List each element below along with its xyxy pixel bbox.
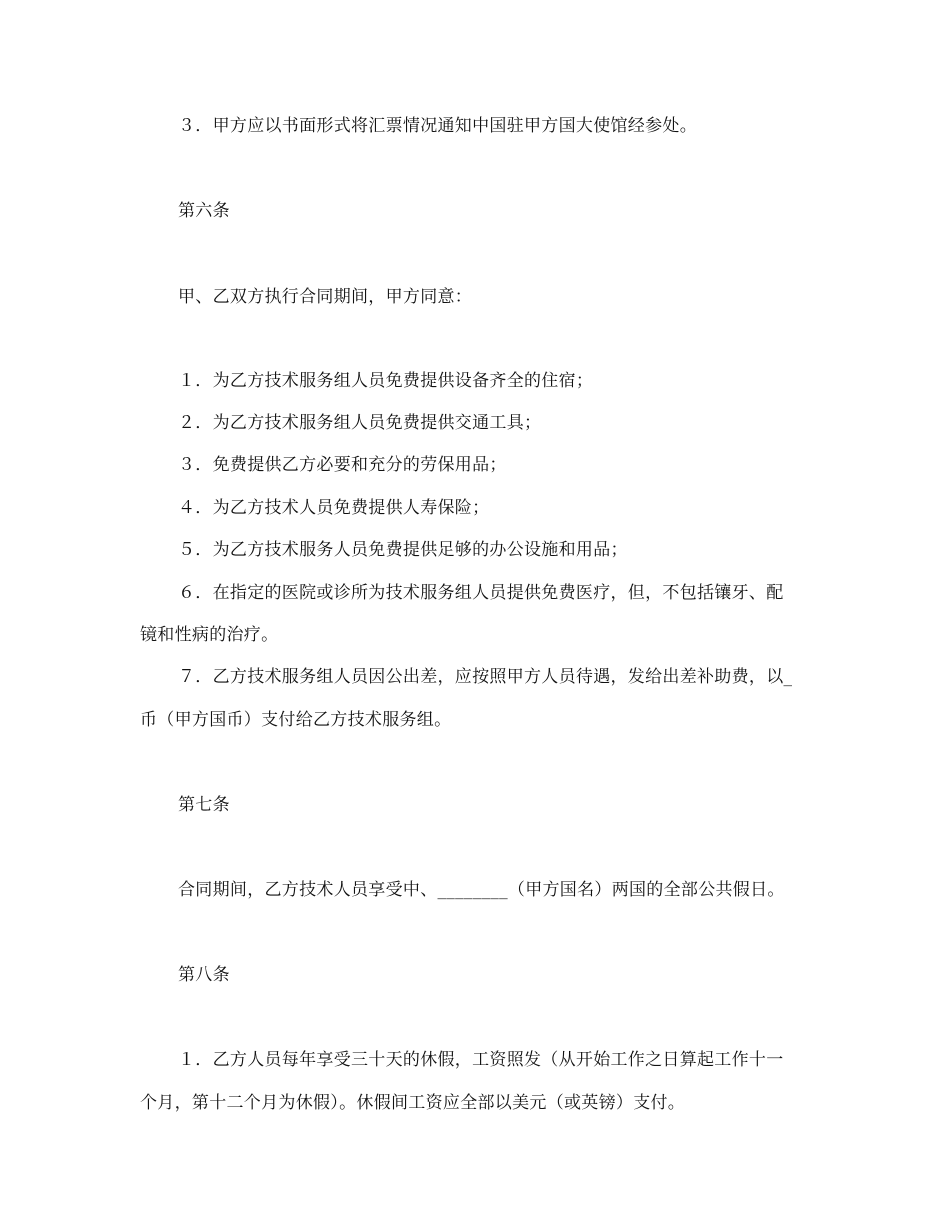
article-6-item-5: ５．为乙方技术服务人员免费提供足够的办公设施和用品；	[178, 540, 628, 560]
article-8-heading: 第八条	[178, 965, 230, 985]
article-8-item-1-line-1: １．乙方人员每年享受三十天的休假，工资照发（从开始工作之日算起工作十一	[178, 1050, 784, 1070]
article-6-item-6-line-2: 镜和性病的治疗。	[140, 625, 279, 645]
article-6-item-7-line-1: ７．乙方技术服务组人员因公出差，应按照甲方人员待遇，发给出差补助费，以_	[178, 667, 793, 687]
article-6-item-1: １．为乙方技术服务组人员免费提供设备齐全的住宿；	[178, 371, 594, 391]
article-6-item-4: ４．为乙方技术人员免费提供人寿保险；	[178, 498, 490, 518]
article-7-heading: 第七条	[178, 795, 230, 815]
article-8-item-1-line-2: 个月，第十二个月为休假）。休假间工资应全部以美元（或英镑）支付。	[140, 1093, 686, 1113]
article-6-item-6-line-1: ６．在指定的医院或诊所为技术服务组人员提供免费医疗，但，不包括镶牙、配	[178, 583, 784, 603]
article-7-text: 合同期间，乙方技术人员享受中、________（甲方国名）两国的全部公共假日。	[178, 880, 785, 900]
article-6-item-3: ３．免费提供乙方必要和充分的劳保用品；	[178, 455, 507, 475]
article-6-item-7-line-2: 币（甲方国币）支付给乙方技术服务组。	[140, 710, 452, 730]
article-6-heading: 第六条	[178, 201, 230, 221]
article-5-item-3: ３．甲方应以书面形式将汇票情况通知中国驻甲方国大使馆经参处。	[178, 116, 697, 136]
article-6-intro: 甲、乙双方执行合同期间，甲方同意：	[178, 287, 473, 307]
article-6-item-2: ２．为乙方技术服务组人员免费提供交通工具；	[178, 413, 542, 433]
